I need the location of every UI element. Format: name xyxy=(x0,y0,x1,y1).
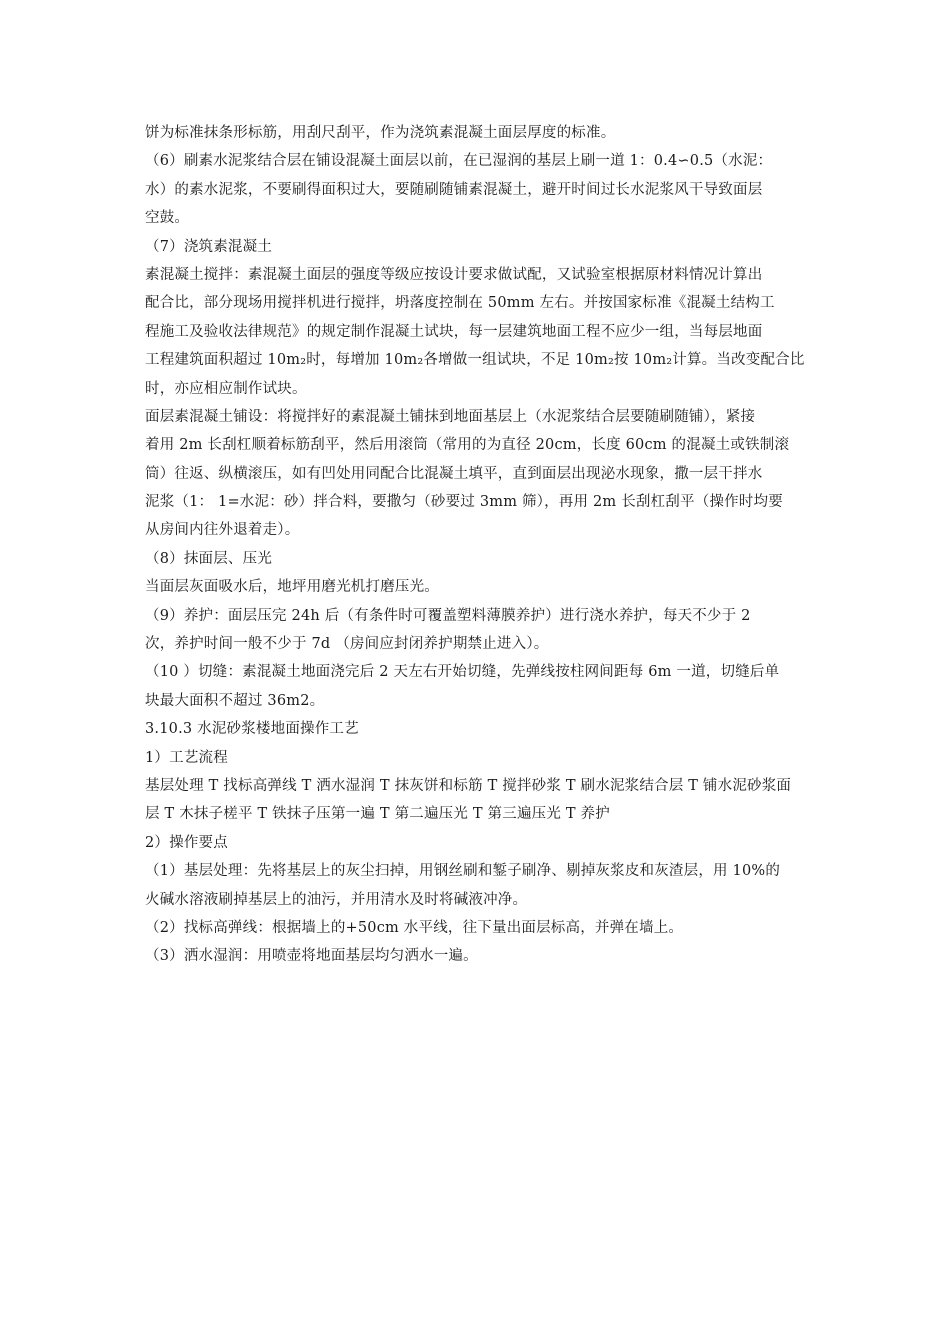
text-line: 基层处理 T 找标高弹线 T 洒水湿润 T 抹灰饼和标筋 T 搅拌砂浆 T 刷水泥浆结合层 T 铺水泥砂浆面 xyxy=(145,777,792,794)
text-line: 泥浆（1： 1=水泥：砂）拌合料，要撒匀（砂要过 3mm 筛），再用 2m 长刮杠刮平（操作时均要 xyxy=(145,494,783,511)
text-line: 饼为标准抹条形标筋，用刮尺刮平，作为浇筑素混凝土面层厚度的标准。 xyxy=(145,125,616,141)
text-line: 火碱水溶液刷掉基层上的油污，并用清水及时将碱液冲净。 xyxy=(145,891,528,908)
text-line: （9）养护：面层压完 24h 后（有条件时可覆盖塑料薄膜养护）进行浇水养护，每天不少于 2 xyxy=(145,607,751,624)
text-line: （3）洒水湿润：用喷壶将地面基层均匀洒水一遍。 xyxy=(145,948,478,965)
section-heading: 2）操作要点 xyxy=(145,834,228,851)
text-line: 筒）往返、纵横滚压，如有凹处用同配合比混凝土填平，直到面层出现泌水现象，撒一层干拌水 xyxy=(145,465,763,482)
text-line: 程施工及验收法律规范》的规定制作混凝土试块，每一层建筑地面工程不应少一组，当每层地面 xyxy=(145,323,763,340)
text-line: 着用 2m 长刮杠顺着标筋刮平，然后用滚筒（常用的为直径 20cm，长度 60cm 的混凝土或铁制滚 xyxy=(145,437,790,454)
text-line: （1）基层处理：先将基层上的灰尘扫掉，用钢丝刷和錾子刷净、剔掉灰浆皮和灰渣层，用 10%的 xyxy=(145,863,781,880)
text-line: 工程建筑面积超过 10m₂时，每增加 10m₂各增做一组试块，不足 10m₂按 10m₂计算。当改变配合比 xyxy=(145,352,805,369)
section-heading: 3.10.3 水泥砂浆楼地面操作工艺 xyxy=(145,721,359,738)
text-line: 时，亦应相应制作试块。 xyxy=(145,380,307,397)
section-heading: （8）抹面层、压光 xyxy=(145,550,273,567)
text-line: 配合比，部分现场用搅拌机进行搅拌，坍落度控制在 50mm 左右。并按国家标准《混凝土结构工 xyxy=(145,295,775,312)
text-line: 次，养护时间一般不少于 7d （房间应封闭养护期禁止进入）。 xyxy=(145,636,549,653)
text-line: 水）的素水泥浆，不要刷得面积过大，要随刷随铺素混凝土，避开时间过长水泥浆风干导致面层 xyxy=(145,181,763,198)
text-line: 块最大面积不超过 36m2。 xyxy=(145,692,325,709)
text-line: （2）找标高弹线：根据墙上的+50cm 水平线，往下量出面层标高，并弹在墙上。 xyxy=(145,919,684,936)
text-line: 面层素混凝土铺设：将搅拌好的素混凝土铺抹到地面基层上（水泥浆结合层要随刷随铺），紧接 xyxy=(145,408,756,425)
section-heading: （7）浇筑素混凝土 xyxy=(145,238,273,255)
text-line: 当面层灰面吸水后，地坪用磨光机打磨压光。 xyxy=(145,579,439,596)
section-heading: 1）工艺流程 xyxy=(145,749,228,766)
text-line: 层 T 木抹子槎平 T 铁抹子压第一遍 T 第二遍压光 T 第三遍压光 T 养护 xyxy=(145,806,610,823)
text-line: 素混凝土搅拌：素混凝土面层的强度等级应按设计要求做试配，又试验室根据原材料情况计算出 xyxy=(145,266,763,283)
text-line: （6）刷素水泥浆结合层在铺设混凝土面层以前，在已湿润的基层上刷一道 1：0.4∽0.5（水泥： xyxy=(145,153,773,170)
text-line: 空鼓。 xyxy=(145,210,190,227)
document-body xyxy=(145,119,823,971)
text-line: （10 ）切缝：素混凝土地面浇完后 2 天左右开始切缝，先弹线按柱网间距每 6m 一道，切缝后单 xyxy=(145,664,780,681)
text-line: 从房间内往外退着走）。 xyxy=(145,522,300,539)
